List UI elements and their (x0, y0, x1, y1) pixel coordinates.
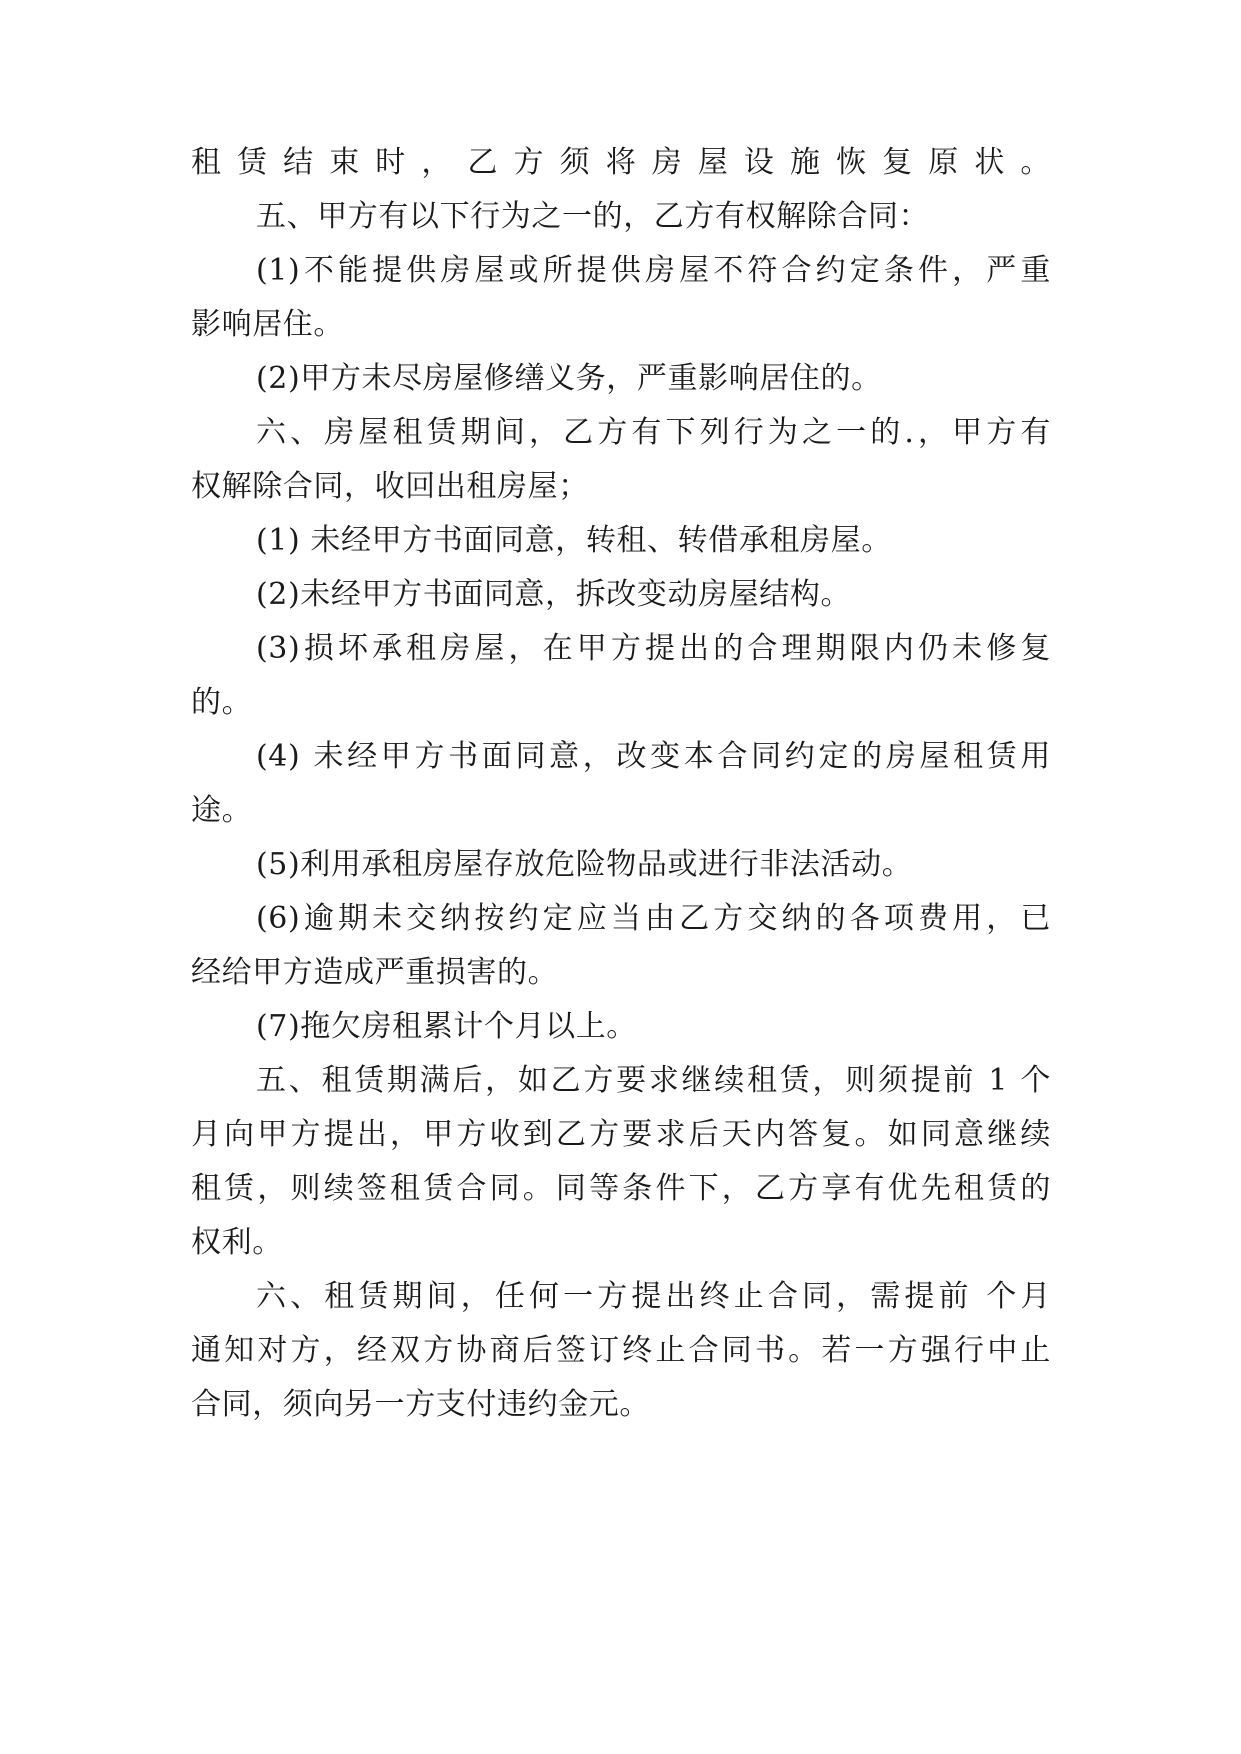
text-line: (1)不能提供房屋或所提供房屋不符合约定条件，严重 (256, 253, 1051, 288)
text-line: 六、租赁期间，任何一方提出终止合同，需提前 个月 (256, 1279, 1051, 1314)
text-line: 途。 (191, 793, 253, 828)
text-line: (3)损坏承租房屋，在甲方提出的合理期限内仍未修复 (256, 631, 1051, 666)
text-line: (1) 未经甲方书面同意，转租、转借承租房屋。 (256, 523, 892, 558)
text-line: (2)甲方未尽房屋修缮义务，严重影响居住的。 (256, 361, 882, 396)
text-line: (2)未经甲方书面同意，拆改变动房屋结构。 (256, 577, 852, 612)
text-line: 影响居住。 (191, 307, 344, 342)
text-line: 权解除合同，收回出租房屋； (191, 469, 589, 504)
text-line: 经给甲方造成严重损害的。 (191, 955, 559, 990)
text-line: (5)利用承租房屋存放危险物品或进行非法活动。 (256, 847, 913, 882)
text-line: 权利。 (191, 1225, 283, 1260)
text-line: 租赁，则续签租赁合同。同等条件下，乙方享有优先租赁的 (191, 1171, 1051, 1206)
text-line: 通知对方，经双方协商后签订终止合同书。若一方强行中止 (191, 1333, 1051, 1368)
text-line: (7)拖欠房租累计个月以上。 (256, 1009, 637, 1044)
text-line: 月向甲方提出，甲方收到乙方要求后天内答复。如同意继续 (191, 1117, 1051, 1152)
text-line: (6)逾期未交纳按约定应当由乙方交纳的各项费用，已 (256, 901, 1051, 936)
text-line: 合同，须向另一方支付违约金元。 (191, 1387, 650, 1422)
text-line: 的。 (191, 685, 253, 720)
text-line: 六、房屋租赁期间，乙方有下列行为之一的.，甲方有 (256, 415, 1051, 450)
text-line: 五、甲方有以下行为之一的，乙方有权解除合同： (256, 199, 930, 234)
text-line: 五、租赁期满后，如乙方要求继续租赁，则须提前 1 个 (256, 1063, 1051, 1098)
text-line: 租赁结束时，乙方须将房屋设施恢复原状。 (191, 145, 1051, 180)
text-line: (4) 未经甲方书面同意，改变本合同约定的房屋租赁用 (256, 739, 1051, 774)
